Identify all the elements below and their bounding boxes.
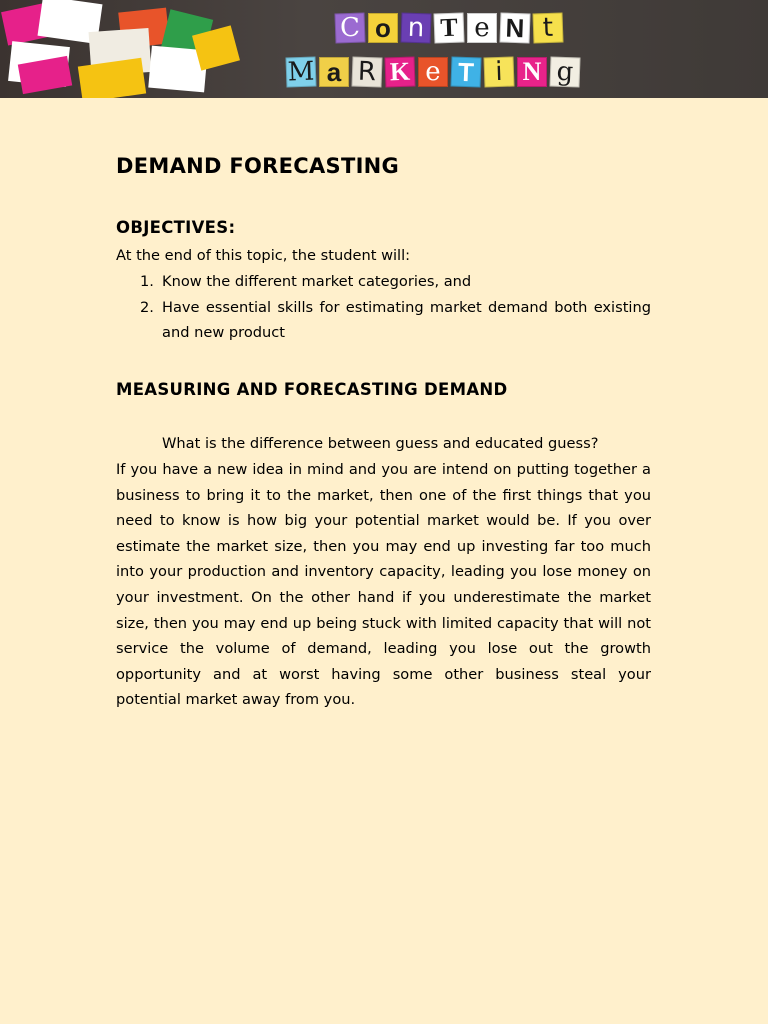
banner-letter-tile: T [433, 12, 464, 43]
collage-scrap [78, 58, 146, 98]
banner-letter-tile: g [549, 56, 580, 87]
banner-letter-tile: N [517, 57, 547, 87]
question-text: What is the difference between guess and educated guess? [162, 435, 599, 452]
banner-letter-tile: e [467, 13, 497, 43]
banner-letter-tile: e [418, 57, 448, 87]
banner-letter-tile: T [450, 56, 481, 87]
banner-letter-tile: C [334, 12, 365, 43]
banner-letter-tile: N [499, 12, 530, 43]
list-number: 2. [140, 298, 154, 316]
page-title: DEMAND FORECASTING [116, 154, 400, 178]
section-heading: MEASURING AND FORECASTING DEMAND [116, 380, 508, 399]
header-banner [0, 0, 768, 98]
objectives-list [116, 269, 651, 346]
banner-letter-tile: a [319, 57, 349, 87]
banner-title-content [335, 13, 566, 43]
banner-letter-tile: t [532, 12, 563, 43]
banner-letter-tile: K [384, 56, 415, 87]
banner-letter-tile: i [483, 56, 514, 87]
list-item [116, 269, 651, 295]
objectives-intro: At the end of this topic, the student will: [116, 247, 411, 264]
banner-letter-tile: n [400, 12, 431, 43]
banner-letter-tile: M [287, 56, 315, 88]
list-item-text: Know the different market categories, and [162, 273, 472, 290]
list-item [116, 295, 651, 346]
banner-title-marketing [286, 57, 583, 87]
banner-letter-tile: o [368, 13, 398, 43]
body-paragraph: If you have a new idea in mind and you are intend on putting together a business to bring it to the market, then one of the first things that you need to know is how big your potential market would be. If you over estimate the market size, then you may end up investing far too much into your production and inventory capacity, leading you lose money on your investment. On the other hand if you underestimate the market size, then you may end up being stuck with limited capacity that will not service the volume of demand, leading you lose out the growth opportunity and at worst having some other business steal your potential market away from you. [116, 461, 651, 709]
letter-collage-image [0, 0, 240, 98]
list-number: 1. [140, 273, 154, 290]
list-item-text: Have essential skills for estimating market demand both existing and new product [162, 298, 651, 342]
objectives-heading: OBJECTIVES: [116, 218, 236, 237]
banner-letter-tile: R [351, 56, 382, 87]
